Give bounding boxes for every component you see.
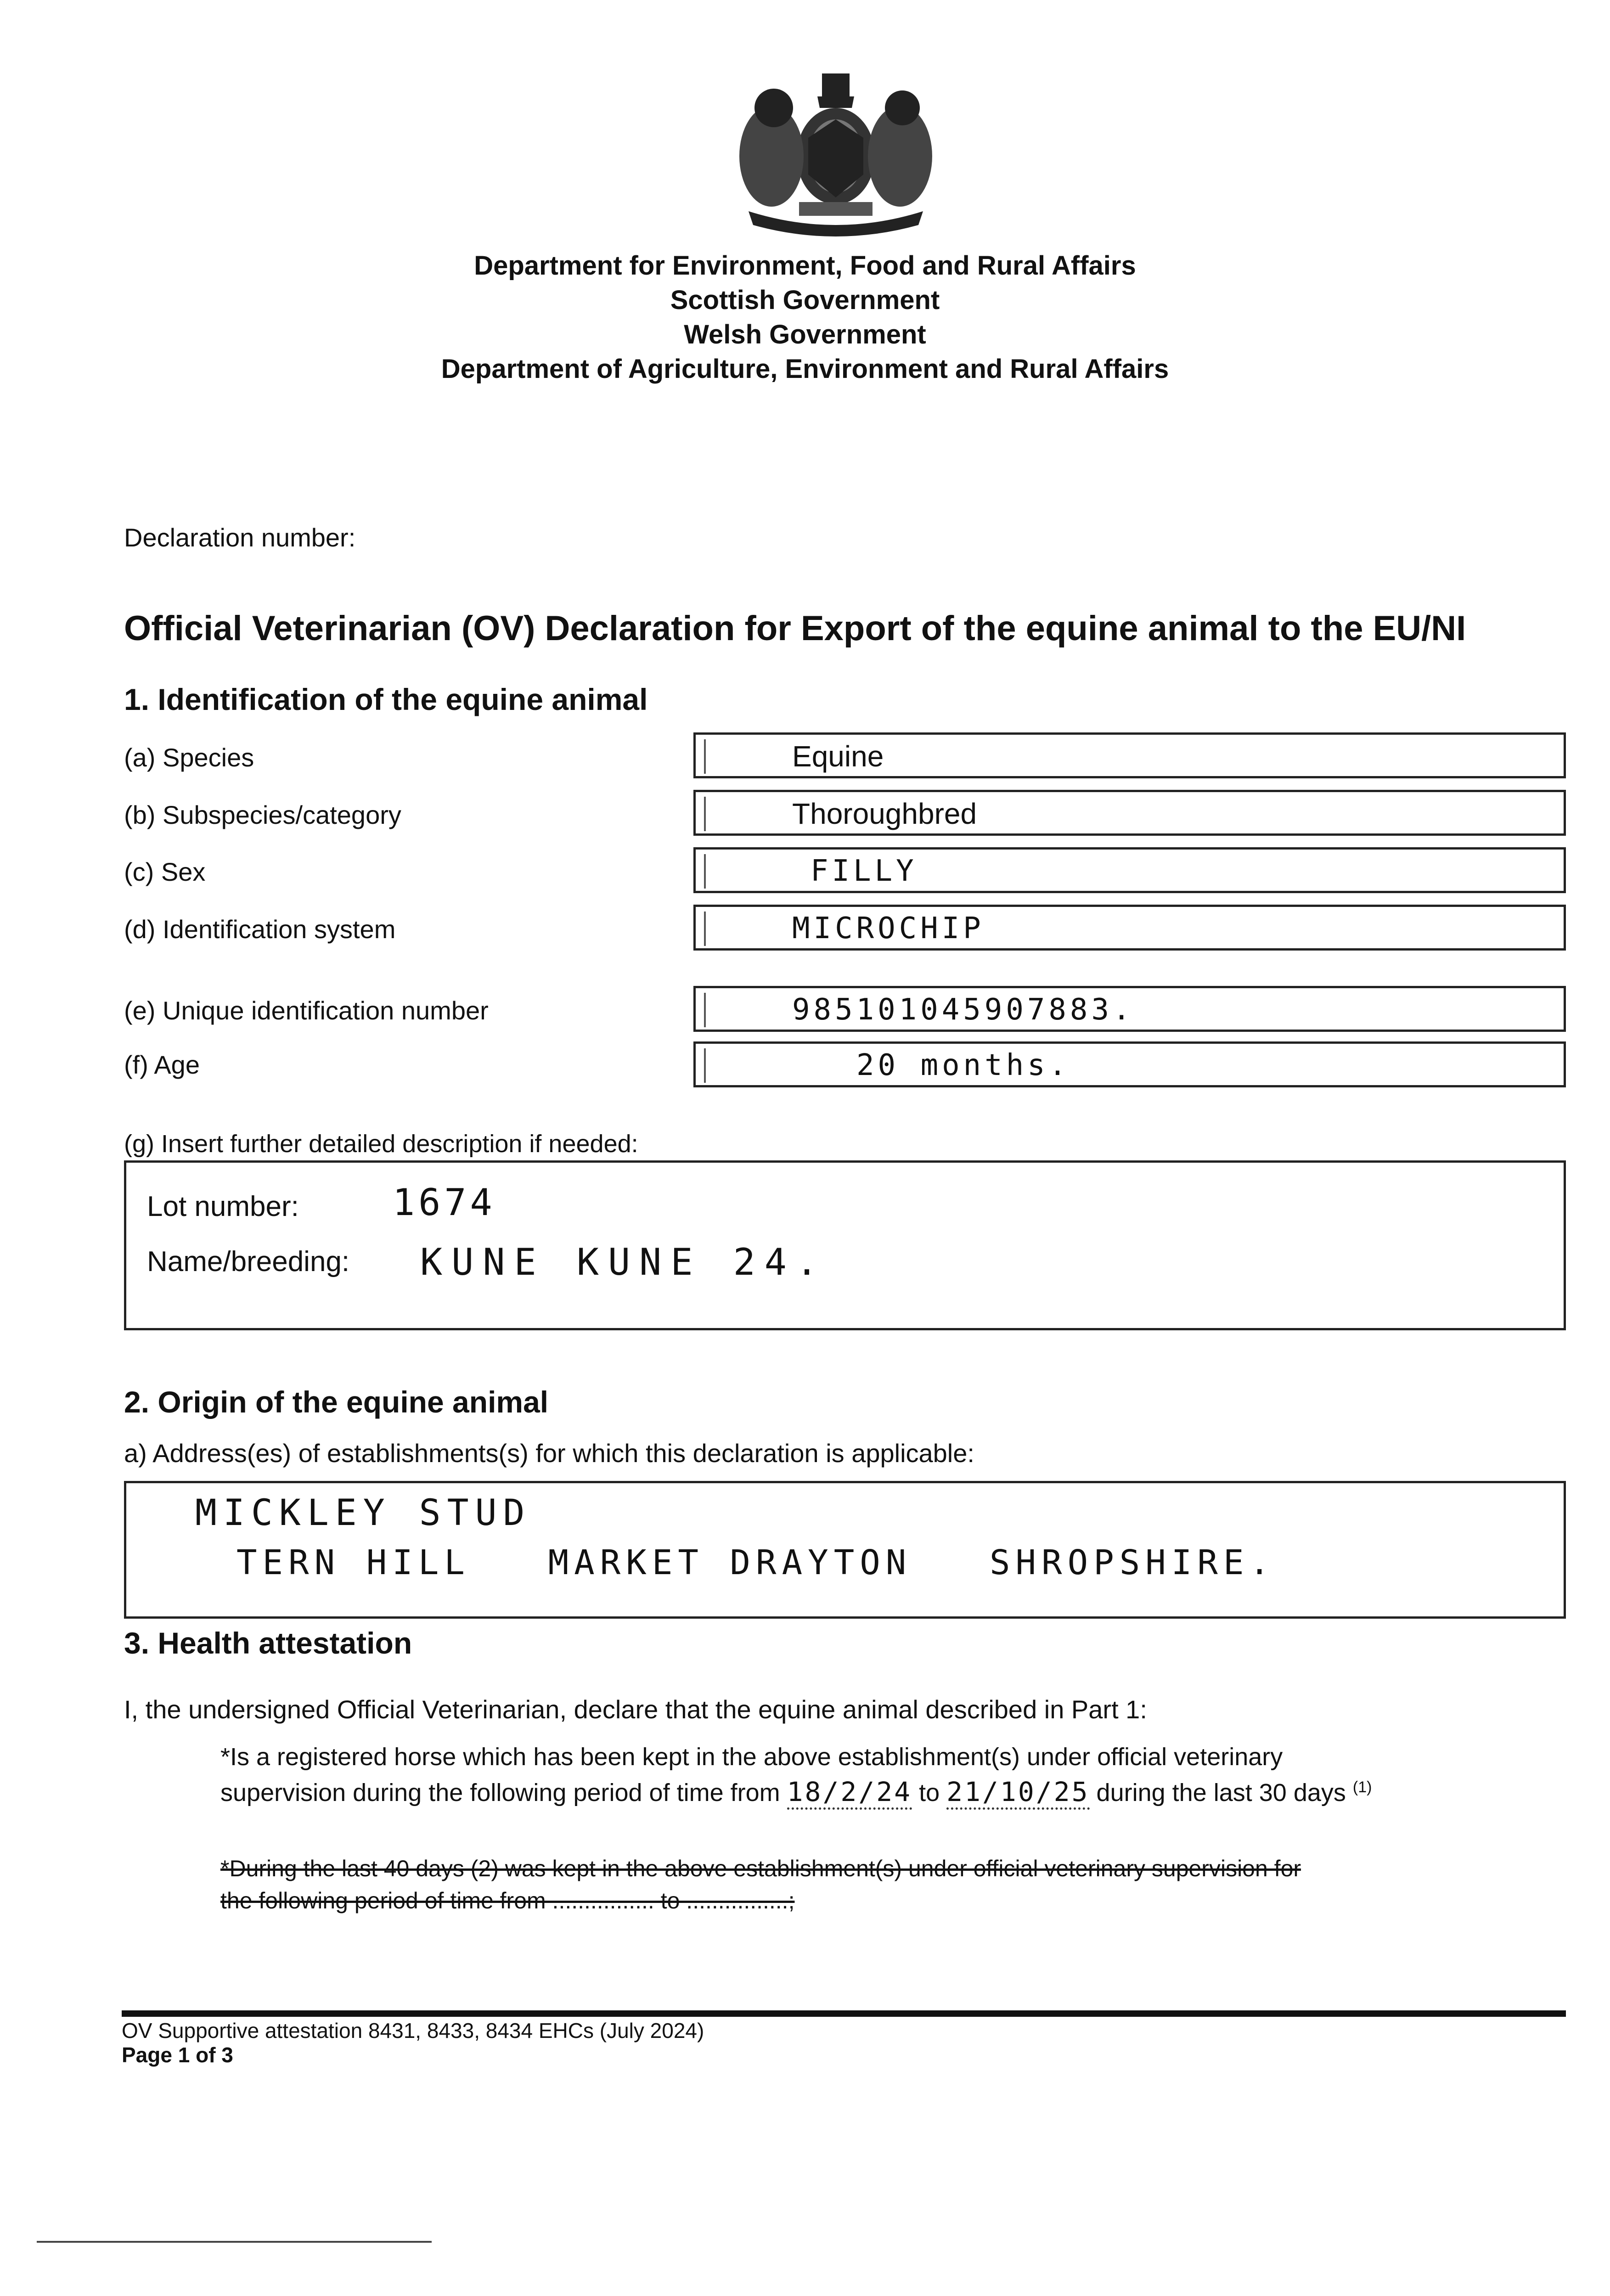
footer-rule (122, 2010, 1566, 2017)
sex-field[interactable] (693, 847, 1566, 893)
section2-heading: 2. Origin of the equine animal (124, 1385, 549, 1419)
age-field[interactable] (693, 1041, 1566, 1087)
bottom-scan-line (37, 2241, 432, 2243)
footer-attestation: OV Supportive attestation 8431, 8433, 8434 EHCs (July 2024) (122, 2019, 704, 2043)
para1-prefix: supervision during the following period of time from (220, 1779, 780, 1806)
species-value: Equine (792, 740, 884, 773)
name-breeding-value: KUNE KUNE 24. (420, 1241, 828, 1283)
para1-suffix: during the last 30 days (1096, 1779, 1346, 1806)
identification-system-field[interactable] (693, 905, 1566, 951)
section3-heading: 3. Health attestation (124, 1626, 412, 1660)
subspecies-label: (b) Subspecies/category (124, 800, 401, 829)
further-description-label: (g) Insert further detailed description if needed: (124, 1130, 638, 1158)
dept-scottish-government: Scottish Government (670, 285, 940, 315)
subspecies-field[interactable] (693, 790, 1566, 836)
identification-system-value: MICROCHIP (792, 912, 985, 945)
sex-label: (c) Sex (124, 857, 206, 886)
address-box[interactable] (124, 1481, 1566, 1619)
dept-defra: Department for Environment, Food and Rural Affairs (474, 251, 1136, 281)
lot-number-value: 1674 (393, 1181, 496, 1224)
para1-footnote: (1) (1352, 1778, 1372, 1796)
footer-page-number: Page 1 of 3 (122, 2043, 233, 2067)
identification-system-label: (d) Identification system (124, 915, 396, 944)
address-line2: TERN HILL MARKET DRAYTON SHROPSHIRE. (236, 1543, 1276, 1582)
date-from-value: 18/2/24 (787, 1776, 912, 1810)
name-breeding-label: Name/breeding: (147, 1246, 350, 1277)
age-label: (f) Age (124, 1050, 200, 1079)
attestation-para2-line2: the following period of time from ................ to ................; (220, 1888, 795, 1913)
species-label: (a) Species (124, 743, 254, 772)
uid-field[interactable] (693, 986, 1566, 1032)
date-to-value: 21/10/25 (946, 1776, 1089, 1810)
attestation-intro: I, the undersigned Official Veterinarian, declare that the equine animal described in Part 1: (124, 1695, 1147, 1724)
declaration-number-label: Declaration number: (124, 523, 356, 552)
sex-value: FILLY (811, 854, 918, 888)
address-label: a) Address(es) of establishments(s) for which this declaration is applicable: (124, 1439, 974, 1468)
attestation-para1-line2 (220, 1776, 1372, 1810)
address-line1: MICKLEY STUD (195, 1492, 531, 1534)
further-description-box[interactable] (124, 1160, 1566, 1330)
dept-welsh-government: Welsh Government (684, 320, 926, 349)
uid-value: 985101045907883. (792, 993, 1134, 1027)
subspecies-value: Thoroughbred (792, 797, 977, 830)
species-field[interactable] (693, 732, 1566, 778)
attestation-para2-line1: *During the last 40 days (2) was kept in the above establishment(s) under official veterinary supervision for (220, 1856, 1301, 1881)
section1-heading: 1. Identification of the equine animal (124, 682, 648, 716)
dept-daera: Department of Agriculture, Environment and Rural Affairs (441, 354, 1169, 384)
attestation-para1-line1: *Is a registered horse which has been kept in the above establishment(s) under official veterinary (220, 1743, 1283, 1771)
royal-coat-of-arms (730, 64, 941, 248)
para1-to: to (919, 1779, 940, 1806)
uid-label: (e) Unique identification number (124, 996, 489, 1025)
page-title: Official Veterinarian (OV) Declaration for Export of the equine animal to the EU/NI (124, 609, 1466, 648)
lot-number-label: Lot number: (147, 1191, 299, 1222)
age-value: 20 months. (856, 1048, 1070, 1082)
